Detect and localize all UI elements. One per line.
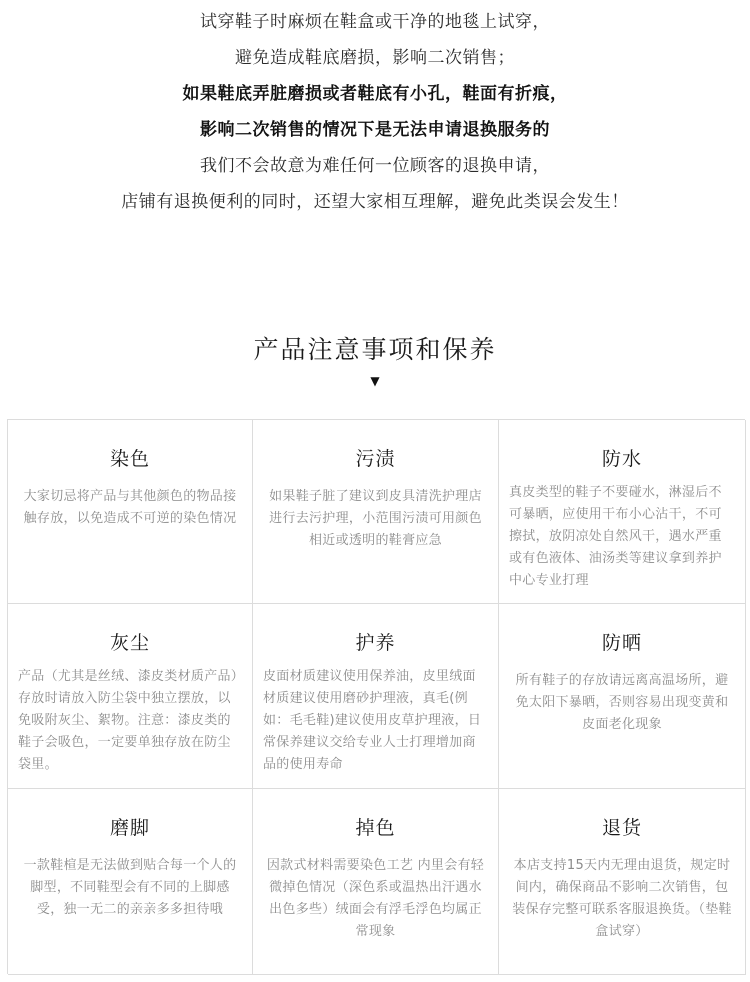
care-card-title: 防水 xyxy=(601,448,642,470)
care-card-fit xyxy=(8,789,253,975)
care-card-title: 磨脚 xyxy=(109,817,150,839)
care-card-dust xyxy=(8,604,253,789)
care-card-text: 一款鞋楦是无法做到贴合每一个人的脚型，不同鞋型会有不同的上脚感受，独一无二的亲亲多多担待哦 xyxy=(23,858,237,917)
care-card-color-fading xyxy=(253,789,499,975)
care-card-title: 掉色 xyxy=(355,817,396,839)
care-card-text: 产品（尤其是丝绒、漆皮类材质产品）存放时请放入防尘袋中独立摆放，以免吸附灰尘、絮物。注意：漆皮类的鞋子会吸色，一定要单独存放在防尘袋里。 xyxy=(18,669,238,772)
care-card-title: 染色 xyxy=(109,448,150,470)
care-card-text: 所有鞋子的存放请远离高温场所，避免太阳下暴晒，否则容易出现变黄和皮面老化现象 xyxy=(515,673,729,732)
care-card-waterproof xyxy=(499,420,746,604)
intro-line-emphasis: 如果鞋底弄脏磨损或者鞋底有小孔，鞋面有折痕， xyxy=(182,84,568,104)
intro-line-emphasis: 影响二次销售的情况下是无法申请退换服务的 xyxy=(200,120,550,140)
intro-line: 我们不会故意为难任何一位顾客的退换申请， xyxy=(200,156,550,176)
section-title: 产品注意事项和保养 xyxy=(253,335,497,364)
care-card-maintenance xyxy=(253,604,499,789)
intro-line: 试穿鞋子时麻烦在鞋盒或干净的地毯上试穿， xyxy=(200,12,550,32)
care-card-text: 真皮类型的鞋子不要碰水，淋湿后不可暴晒，应使用干布小心沾干，不可擦拭，放阴凉处自然风干，遇水严重或有色液体、油汤类等建议拿到养护中心专业打理 xyxy=(509,485,722,588)
care-card-title: 退货 xyxy=(601,817,642,839)
care-grid xyxy=(7,419,745,974)
care-card-title: 护养 xyxy=(355,632,396,654)
care-card-returns xyxy=(499,789,746,975)
care-card-dyeing xyxy=(8,420,253,604)
care-card-title: 污渍 xyxy=(355,448,396,470)
care-card-stains xyxy=(253,420,499,604)
care-card-title: 灰尘 xyxy=(109,632,150,654)
down-arrow-icon: ▼ xyxy=(370,374,380,388)
care-card-sun-protection xyxy=(499,604,746,789)
care-card-text: 因款式材料需要染色工艺 内里会有轻微掉色情况（深色系或温热出汗遇水出色多些）绒面会有浮毛浮色均属正常现象 xyxy=(266,858,485,939)
care-card-title: 防晒 xyxy=(601,632,642,654)
intro-line: 店铺有退换便利的同时，还望大家相互理解，避免此类误会发生！ xyxy=(121,192,629,212)
care-card-text: 皮面材质建议使用保养油，皮里绒面材质建议使用磨砂护理液，真毛(例如：毛毛鞋)建议使用皮草护理液，日常保养建议交给专业人士打理增加商品的使用寿命 xyxy=(263,669,482,772)
care-card-text: 本店支持15天内无理由退货，规定时间内，确保商品不影响二次销售，包装保存完整可联系客服退换货。（垫鞋盒试穿） xyxy=(512,858,732,939)
care-card-text: 如果鞋子脏了建议到皮具清洗护理店进行去污护理，小范围污渍可用颜色相近或透明的鞋膏应急 xyxy=(269,489,482,548)
intro-line: 避免造成鞋底磨损，影响二次销售； xyxy=(235,48,515,68)
intro-notice xyxy=(0,12,750,228)
care-card-text: 大家切忌将产品与其他颜色的物品接触存放，以免造成不可逆的染色情况 xyxy=(23,489,237,526)
